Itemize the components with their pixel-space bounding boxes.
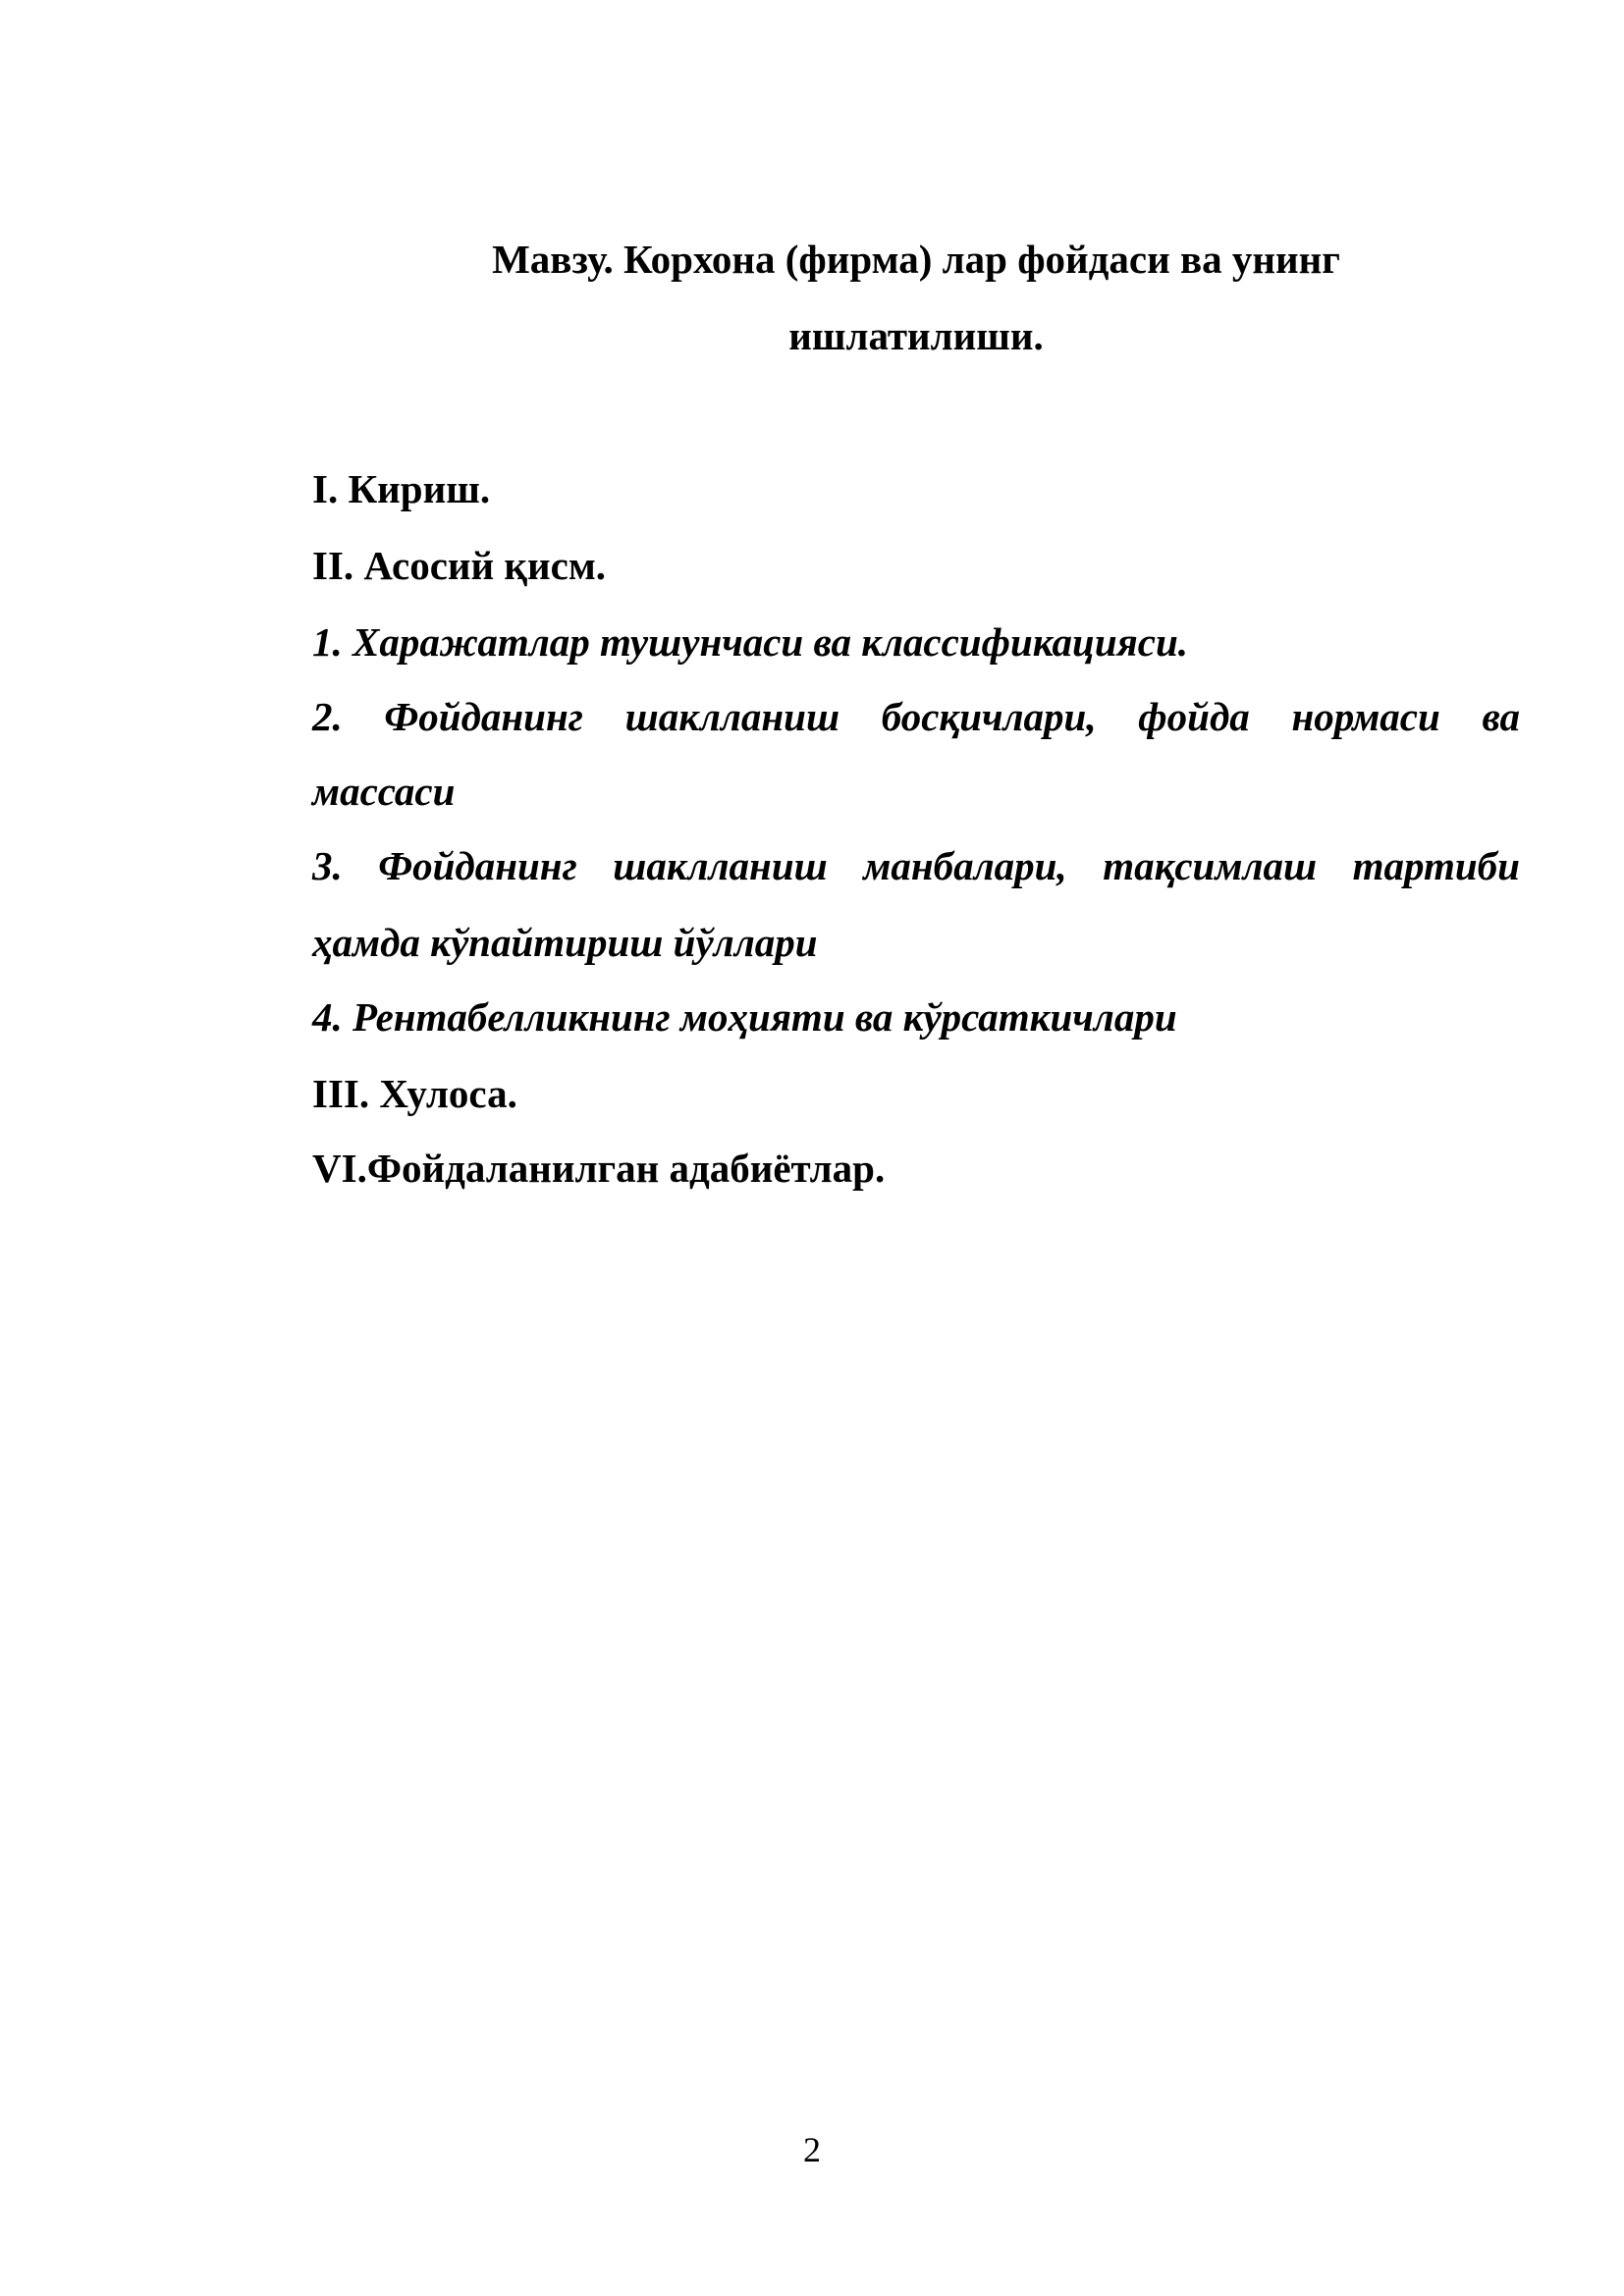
toc-item-2 — [312, 693, 1520, 740]
toc-item-3-word: манбалари, — [863, 843, 1067, 888]
toc-item-3-word: Фойданинг — [378, 843, 577, 888]
toc-references: VI.Фойдаланилган адабиётлар. — [312, 1146, 886, 1191]
toc-item-2-word: Фойданинг — [384, 694, 583, 739]
toc-item-2-word: шаклланиш — [624, 694, 840, 739]
toc-intro: I. Кириш. — [312, 466, 491, 511]
page-number: 2 — [803, 2130, 821, 2169]
toc-item-3-word: тақсимлаш — [1103, 843, 1318, 888]
toc-item-3 — [312, 842, 1520, 889]
toc-item-3-word: 3. — [312, 843, 343, 888]
document-title-line-2: ишлатилиши. — [788, 313, 1044, 358]
toc-item-3-word: шаклланиш — [613, 843, 828, 888]
toc-main-part: II. Асосий қисм. — [312, 543, 607, 588]
toc-item-1: 1. Харажатлар тушунчаси ва классификацияси. — [312, 619, 1188, 665]
toc-item-2-word: фойда — [1138, 694, 1250, 739]
toc-item-2-word: босқичлари, — [881, 694, 1097, 739]
toc-item-4: 4. Рентабелликнинг моҳияти ва кўрсаткичлари — [312, 994, 1177, 1040]
toc-conclusion: III. Хулоса. — [312, 1071, 517, 1116]
toc-item-2-word: 2. — [312, 694, 343, 739]
document-title-line-1: Мавзу. Корхона (фирма) лар фойдаси ва унинг — [492, 237, 1340, 282]
toc-item-2-continuation: массаси — [312, 769, 456, 814]
toc-item-2-word: ва — [1482, 694, 1520, 739]
toc-item-3-continuation: ҳамда кўпайтириш йўллари — [312, 920, 818, 965]
toc-item-3-word: тартиби — [1352, 843, 1520, 888]
toc-item-2-word: нормаси — [1291, 694, 1440, 739]
